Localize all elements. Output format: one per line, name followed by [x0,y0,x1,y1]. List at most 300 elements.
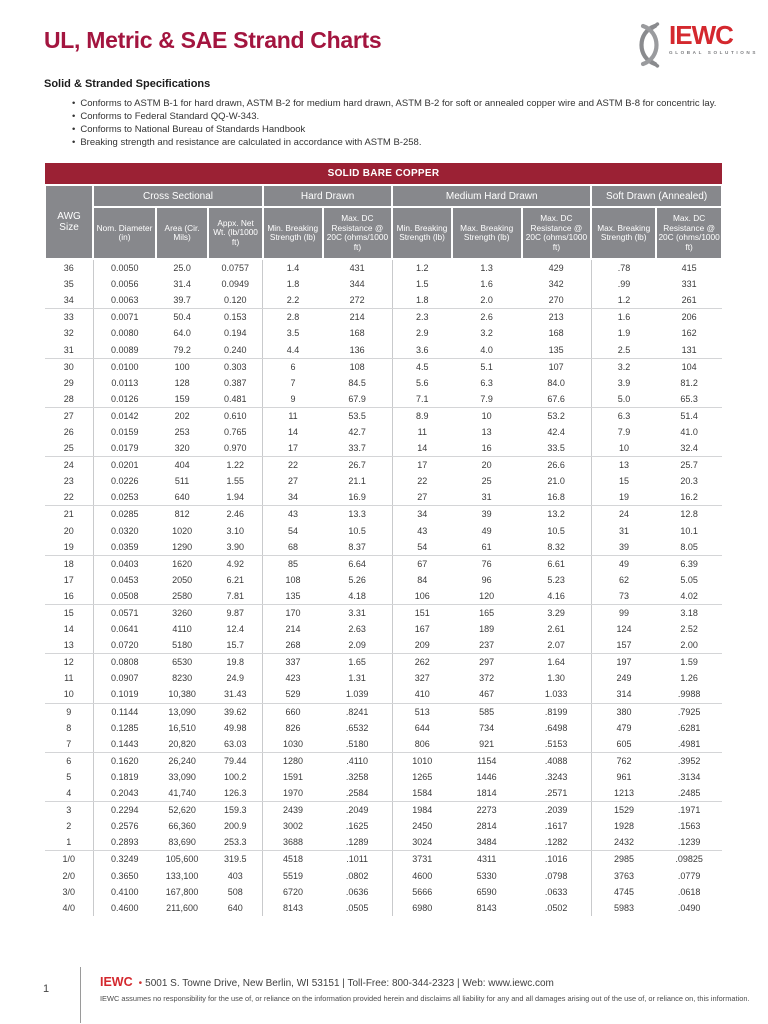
value-cell: 67.9 [323,391,393,408]
column-header-awg-size: AWG Size [45,185,93,259]
value-cell: 157 [591,637,656,654]
value-cell: 826 [285,722,301,733]
value-cell: 213 [522,309,592,326]
awg-size-cell: 30 [45,358,93,375]
column-header: Max. DC Resistance @ 20C (ohms/1000 ft) [656,207,722,259]
value-cell: 0.0159 [111,426,139,437]
value-cell: 320 [156,440,208,457]
value-cell: 3.2 [617,361,631,372]
value-cell: 2.5 [591,341,656,358]
footer-divider [80,967,81,1023]
table-row [45,588,722,605]
value-cell: 168 [522,325,592,341]
awg-size-cell: 10 [45,686,93,703]
value-cell: 108 [323,358,393,375]
value-cell: 135 [522,341,592,358]
value-cell: .8241 [323,703,393,720]
value-cell: 1.2 [416,263,429,274]
footer-bullet: • [138,978,143,989]
value-cell: 151 [414,608,430,619]
awg-size-cell: 36 [45,259,93,276]
value-cell: 1620 [172,558,193,569]
value-cell: 0.3650 [111,870,139,881]
value-cell: .78 [617,263,631,274]
value-cell: .1282 [522,834,592,851]
value-cell: 16.9 [323,489,393,506]
value-cell: 1591 [282,771,304,782]
value-cell: 16 [452,440,522,457]
value-cell: 131 [656,341,722,358]
value-cell: 11 [417,426,427,437]
value-cell: 1.5 [416,279,429,290]
awg-size-cell: 32 [45,325,93,341]
value-cell: 3002 [282,821,304,832]
value-cell: 314 [591,686,656,703]
value-cell: .3134 [677,771,701,782]
value-cell: 319.5 [208,851,263,868]
footer-disclaimer: IEWC assumes no responsibility for the use of, or reliance on the information provided herein and disclaims all liability for any and all damages arising out of the use of, or reliance on, this information. [100,994,750,1003]
value-cell: 31 [618,525,629,536]
strand-chart-table-container [44,163,723,916]
value-cell: .1625 [323,818,393,834]
table-row [45,851,722,868]
awg-size-cell: 1 [45,834,93,851]
value-cell: .2485 [656,785,722,802]
value-cell: 39.7 [156,292,208,309]
value-cell: 3.10 [208,523,263,539]
value-cell: 79.44 [208,752,263,769]
value-cell: 10.5 [522,523,592,539]
value-cell: .0505 [323,900,393,916]
value-cell: .5180 [323,736,393,753]
value-cell: 2.46 [208,506,263,523]
value-cell: 31 [452,489,522,506]
value-cell: 10.1 [680,525,698,536]
value-cell: 327 [414,673,430,684]
value-cell: 0.120 [208,292,263,309]
value-cell: 5.1 [480,361,493,372]
value-cell: .6532 [323,720,393,736]
value-cell: 16,510 [168,722,196,733]
value-cell: 10 [591,440,656,457]
awg-size-cell: 29 [45,375,93,391]
value-cell: 0.0285 [111,509,139,520]
table-row [45,818,722,834]
value-cell: 197 [616,657,632,668]
value-cell: .1016 [522,851,592,868]
value-cell: 68 [263,539,323,556]
value-cell: 9 [263,391,323,408]
footer-address-line [100,975,750,989]
page-footer [0,963,768,1024]
awg-size-cell: 2 [45,818,93,834]
value-cell: 1.30 [522,670,592,686]
table-row [45,259,722,276]
value-cell: 1.039 [323,686,393,703]
table-banner: SOLID BARE COPPER [45,163,722,185]
table-row [45,720,722,736]
value-cell: 2273 [476,805,497,816]
awg-size-cell: 6 [45,752,93,769]
value-cell: 128 [174,377,190,388]
value-cell: 1.033 [522,686,592,703]
value-cell: 3.18 [680,608,698,619]
awg-size-cell: 26 [45,424,93,440]
value-cell: .0502 [522,900,592,916]
page-title: UL, Metric & SAE Strand Charts [44,27,382,53]
value-cell: 762 [616,755,632,766]
value-cell: 206 [681,312,697,323]
value-cell: 2.07 [522,637,592,654]
value-cell: 297 [479,657,495,668]
value-cell: .7925 [677,706,701,717]
value-cell: 0.0720 [93,637,156,654]
awg-size-cell: 5 [45,769,93,785]
value-cell: 1.59 [680,657,698,668]
value-cell: 6980 [412,902,433,913]
awg-size-cell: 11 [45,670,93,686]
value-cell: 237 [452,637,522,654]
value-cell: 3.29 [522,604,592,621]
group-header: Soft Drawn (Annealed) [591,185,722,207]
value-cell: 1814 [452,785,522,802]
value-cell: .8199 [522,703,592,720]
value-cell: 1.26 [680,673,698,684]
value-cell: 4311 [476,854,497,865]
value-cell: .1563 [677,821,701,832]
spec-bullet-item [44,136,724,149]
value-cell: 1.94 [208,489,263,506]
value-cell: 4.18 [323,588,393,605]
table-row [45,407,722,424]
value-cell: 380 [616,706,632,717]
value-cell: 106 [392,588,452,605]
value-cell: 26,240 [168,755,196,766]
table-row [45,884,722,900]
table-row [45,555,722,572]
value-cell: 24.9 [208,670,263,686]
table-row [45,276,722,292]
value-cell: 49.98 [208,720,263,736]
value-cell: 5.05 [680,574,698,585]
value-cell: 31.43 [208,686,263,703]
value-cell: 214 [323,309,393,326]
spec-bullet-item [44,97,724,110]
value-cell: 1010 [412,755,433,766]
awg-size-cell: 12 [45,654,93,671]
value-cell: 0.4100 [111,886,139,897]
value-cell: 100 [174,361,190,372]
awg-size-cell: 15 [45,604,93,621]
value-cell: 19 [591,489,656,506]
value-cell: 22 [287,460,298,471]
value-cell: 5519 [282,870,304,881]
value-cell: 41.0 [680,426,698,437]
value-cell: 6 [290,361,296,372]
value-cell: 6590 [476,886,497,897]
value-cell: 0.0453 [111,574,139,585]
value-cell: 0.0226 [111,476,139,487]
value-cell: .6498 [522,720,592,736]
awg-size-cell: 24 [45,457,93,474]
value-cell: 6.64 [323,555,393,572]
value-cell: 0.1819 [111,771,139,782]
column-header: Area (Cir. Mils) [156,207,208,259]
value-cell: 7.9 [617,426,631,437]
table-row [45,900,722,916]
value-cell: .3258 [323,769,393,785]
value-cell: 7.9 [452,391,522,408]
value-cell: 5983 [613,902,634,913]
value-cell: 167 [414,624,430,635]
bullet-icon: • [72,98,76,109]
value-cell: 67 [417,558,428,569]
value-cell: 423 [285,673,301,684]
table-row [45,424,722,440]
value-cell: .2039 [522,802,592,819]
value-cell: 4.02 [656,588,722,605]
awg-size-cell: 28 [45,391,93,408]
value-cell: 202 [174,410,190,421]
awg-size-cell: 33 [45,309,93,326]
value-cell: 43 [287,509,298,520]
table-row [45,736,722,753]
awg-size-cell: 27 [45,407,93,424]
value-cell: 4.0 [452,341,522,358]
value-cell: 7.1 [392,391,452,408]
awg-size-cell: 16 [45,588,93,605]
specifications-section [44,78,724,149]
value-cell: 0.2294 [111,805,139,816]
column-header: Min. Breaking Strength (lb) [392,207,452,259]
value-cell: 3.9 [617,377,631,388]
table-row [45,621,722,637]
value-cell: 0.1620 [111,755,139,766]
value-cell: 6.21 [208,572,263,588]
value-cell: .0633 [522,884,592,900]
table-row [45,325,722,341]
awg-size-cell: 20 [45,523,93,539]
value-cell: 22 [417,476,428,487]
value-cell: 806 [392,736,452,753]
value-cell: 0.1285 [111,722,139,733]
value-cell: 0.0253 [93,489,156,506]
value-cell: 644 [414,722,430,733]
value-cell: 84.0 [522,375,592,391]
value-cell: 8.9 [416,410,429,421]
awg-size-cell: 34 [45,292,93,309]
awg-size-cell: 2/0 [45,867,93,883]
value-cell: 2450 [412,821,433,832]
value-cell: 34 [417,509,428,520]
value-cell: 0.970 [208,440,263,457]
column-header: Max. DC Resistance @ 20C (ohms/1000 ft) [323,207,393,259]
value-cell: 0.0571 [111,608,139,619]
table-row [45,654,722,671]
value-cell: 52,620 [168,805,196,816]
value-cell: 1.65 [323,654,393,671]
spec-bullet-text: Breaking strength and resistance are calculated in accordance with ASTM B-258. [80,137,422,148]
value-cell: 6530 [172,657,193,668]
awg-size-cell: 22 [45,489,93,506]
value-cell: 6.61 [522,555,592,572]
value-cell: 8.37 [323,539,393,556]
value-cell: 170 [285,608,301,619]
table-subheader-row [45,207,722,259]
table-row [45,703,722,720]
value-cell: 15.7 [208,637,263,654]
awg-size-cell: 17 [45,572,93,588]
value-cell: 53.2 [522,407,592,424]
value-cell: 14 [287,426,298,437]
value-cell: 261 [656,292,722,309]
value-cell: .3243 [522,769,592,785]
value-cell: 331 [681,279,697,290]
value-cell: 7.81 [208,588,263,605]
value-cell: 0.1144 [111,706,139,717]
value-cell: 11 [288,410,298,421]
awg-size-cell: 3/0 [45,884,93,900]
value-cell: 84 [417,574,428,585]
logo-text [669,22,758,55]
awg-size-cell: 8 [45,720,93,736]
value-cell: 168 [323,325,393,341]
footer-address: 5001 S. Towne Drive, New Berlin, WI 53151 | Toll-Free: 800-344-2323 | Web: www.iewc.com [145,978,554,989]
value-cell: .1289 [323,834,393,851]
value-cell: 209 [392,637,452,654]
value-cell: 5.0 [591,391,656,408]
value-cell: 120 [452,588,522,605]
value-cell: 272 [323,292,393,309]
table-header [45,163,722,259]
value-cell: 0.0403 [111,558,139,569]
value-cell: 10,380 [156,686,208,703]
value-cell: 2.61 [522,621,592,637]
twisted-wire-icon [633,22,665,68]
value-cell: 513 [414,706,430,717]
table-row [45,604,722,621]
awg-size-cell: 19 [45,539,93,556]
value-cell: 0.0641 [111,624,139,635]
value-cell: 2.63 [323,621,393,637]
value-cell: 15 [618,476,629,487]
value-cell: 2439 [282,805,304,816]
column-header: Max. DC Resistance @ 20C (ohms/1000 ft) [522,207,592,259]
value-cell: 8230 [172,673,193,684]
value-cell: 25.7 [680,460,698,471]
table-row [45,523,722,539]
value-cell: 2985 [613,854,634,865]
value-cell: 1.55 [208,473,263,489]
value-cell: 253 [174,426,190,437]
value-cell: 1213 [591,785,656,802]
value-cell: 1.4 [286,263,300,274]
value-cell: 0.0100 [111,361,139,372]
value-cell: 42.7 [323,424,393,440]
footer-content [100,975,750,1003]
table-row [45,375,722,391]
value-cell: 1.2 [591,292,656,309]
value-cell: 26.6 [522,457,592,474]
value-cell: 24 [618,509,629,520]
value-cell: 1265 [412,771,433,782]
value-cell: 5.26 [323,572,393,588]
value-cell: .0798 [522,867,592,883]
value-cell: 1.3 [480,263,493,274]
value-cell: 21.1 [323,473,393,489]
value-cell: 529 [263,686,323,703]
value-cell: 3.2 [480,328,493,339]
table-banner-row [45,163,722,185]
value-cell: 4600 [412,870,433,881]
value-cell: 344 [323,276,393,292]
value-cell: 1984 [412,805,433,816]
table-row [45,391,722,408]
table-row [45,341,722,358]
table-group-header-row [45,185,722,207]
value-cell: 41,740 [156,785,208,802]
column-header: Max. Breaking Strength (lb) [591,207,656,259]
awg-size-cell: 4/0 [45,900,93,916]
value-cell: 1.9 [617,328,631,339]
value-cell: 270 [522,292,592,309]
value-cell: .9988 [656,686,722,703]
value-cell: .4088 [522,752,592,769]
value-cell: 2.00 [656,637,722,654]
value-cell: 32.4 [656,440,722,457]
value-cell: 342 [522,276,592,292]
awg-size-cell: 35 [45,276,93,292]
value-cell: 25.0 [173,263,191,274]
table-row [45,867,722,883]
value-cell: 12.4 [208,621,263,637]
column-header: Nom. Diameter (in) [93,207,156,259]
value-cell: 136 [323,341,393,358]
value-cell: 3484 [452,834,522,851]
table-row [45,473,722,489]
value-cell: 76 [481,558,492,569]
value-cell: 3688 [263,834,323,851]
value-cell: 1928 [613,821,634,832]
value-cell: 812 [174,509,190,520]
table-row [45,506,722,523]
value-cell: .09825 [675,854,703,865]
value-cell: 1.22 [208,457,263,474]
value-cell: 0.0949 [208,276,263,292]
value-cell: 5.23 [522,572,592,588]
value-cell: 1446 [476,771,497,782]
value-cell: 961 [616,771,632,782]
value-cell: 13 [618,460,629,471]
value-cell: 53.5 [323,407,393,424]
value-cell: 1290 [156,539,208,556]
value-cell: 66,360 [168,821,196,832]
value-cell: 1529 [613,805,634,816]
value-cell: 0.0080 [111,328,139,339]
value-cell: 0.303 [208,358,263,375]
value-cell: 64.0 [173,328,191,339]
value-cell: 1.8 [392,292,452,309]
value-cell: 7 [290,377,296,388]
value-cell: 8.05 [656,539,722,556]
spec-bullet-text: Conforms to ASTM B-1 for hard drawn, ASTM B-2 for medium hard drawn, ASTM B-2 for soft or annealed copper wire and ASTM B-8 for concentric lay. [80,98,717,109]
value-cell: 0.0113 [111,377,139,388]
value-cell: 0.0071 [111,312,139,323]
column-header: Appx. Net Wt. (lb/1000 ft) [208,207,263,259]
value-cell: 100.2 [208,769,263,785]
value-cell: 660 [285,706,301,717]
value-cell: 5.6 [416,377,429,388]
